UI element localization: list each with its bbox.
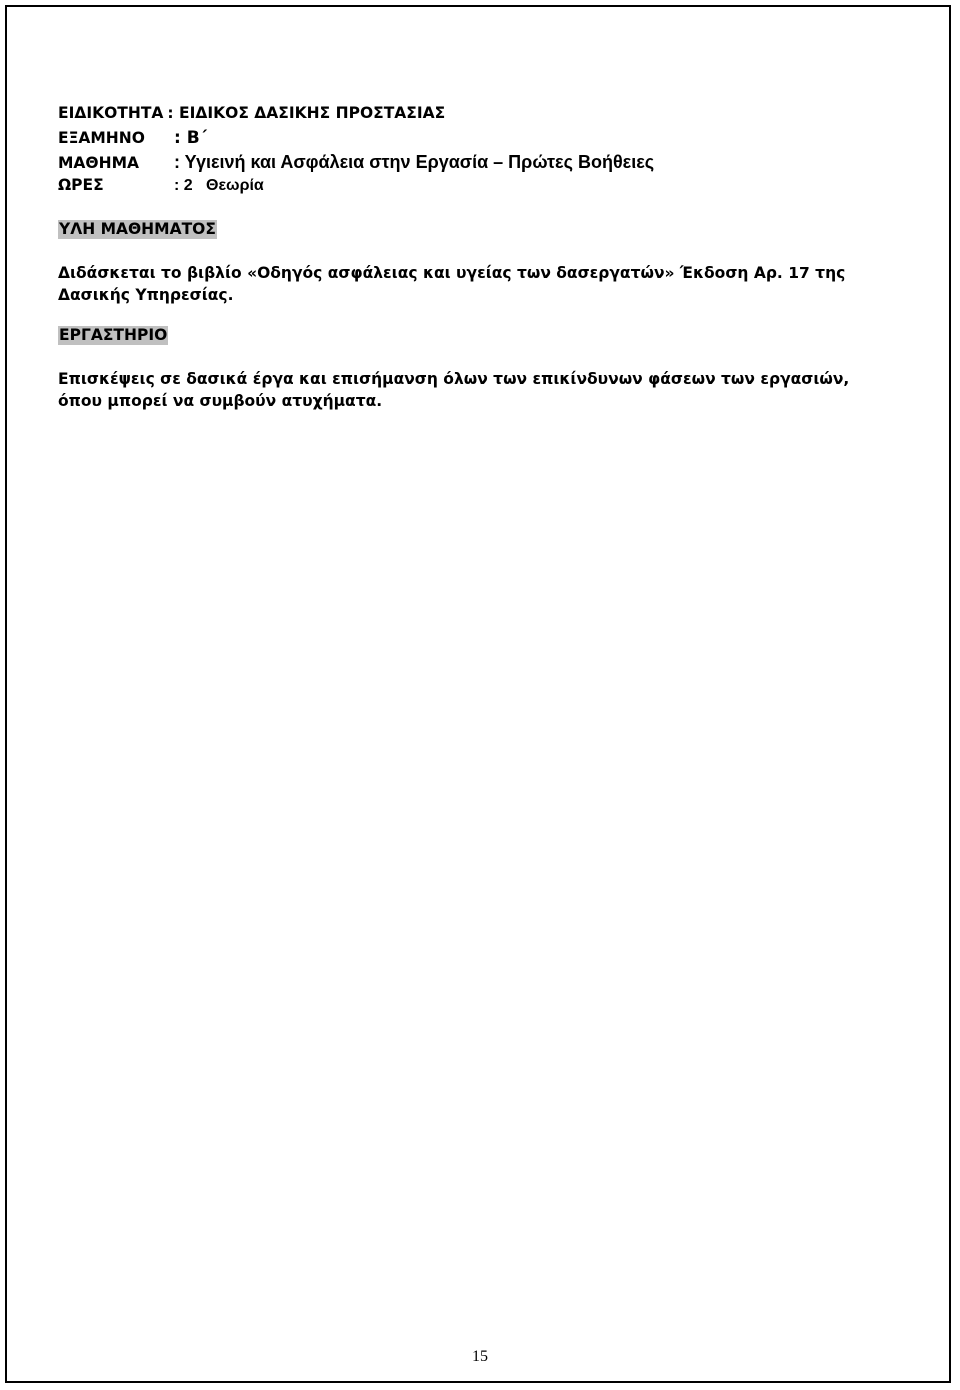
material-heading: ΥΛΗ ΜΑΘΗΜΑΤΟΣ [59,220,216,238]
specialty-row [58,104,654,128]
semester-value: : Β΄ [174,128,208,148]
specialty-value: : ΕΙΔΙΚΟΣ ΔΑΣΙΚΗΣ ΠΡΟΣΤΑΣΙΑΣ [167,104,446,122]
material-paragraph: Διδάσκεται το βιβλίο «Οδηγός ασφάλειας και υγείας των δασεργατών» Έκδοση Αρ. 17 της Δασικής Υπηρεσίας. [58,264,846,304]
semester-label: ΕΞΑΜΗΝΟ [58,129,145,147]
page-number: 15 [472,1348,488,1365]
lab-paragraph: Επισκέψεις σε δασικά έργα και επισήμανση όλων των επικίνδυνων φάσεων των εργασιών, όπου μπορεί να συμβούν ατυχήματα. [58,370,850,410]
hours-row [58,176,654,200]
specialty-label: ΕΙΔΙΚΟΤΗΤΑ [58,104,164,122]
course-label: ΜΑΘΗΜΑ [58,154,139,172]
lab-heading: ΕΡΓΑΣΤΗΡΙΟ [59,326,168,344]
semester-row [58,128,654,152]
course-value: : Υγιεινή και Ασφάλεια στην Εργασία – Πρώτες Βοήθειες [174,152,655,172]
page-border [5,5,951,1383]
hours-label: ΩΡΕΣ [58,176,104,194]
hours-value: : 2 Θεωρία [174,177,264,194]
course-row [58,152,654,176]
course-header [58,104,654,200]
